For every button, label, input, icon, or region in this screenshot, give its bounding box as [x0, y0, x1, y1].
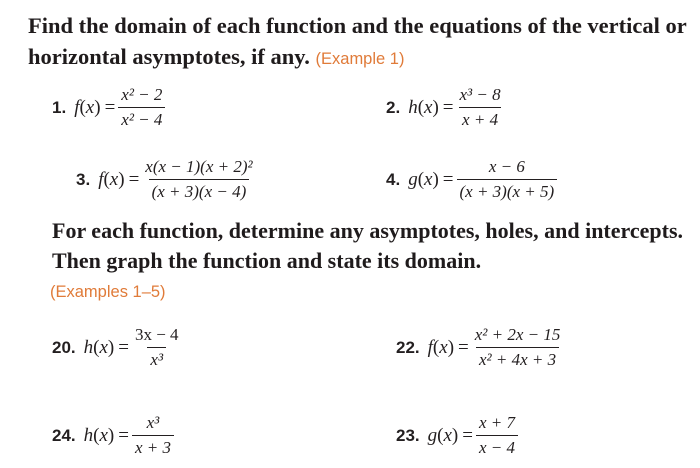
denominator: x³ — [147, 347, 166, 369]
fraction — [118, 86, 165, 129]
numerator: x³ − 8 — [459, 85, 501, 104]
section1-heading — [28, 10, 696, 75]
function-lhs: g(x) — [427, 424, 459, 446]
function-lhs: h(x) — [83, 424, 115, 446]
function-lhs: f(x) — [74, 96, 101, 118]
problem-number: 4. — [386, 169, 401, 189]
problem-2: 2. h(x) = $\frac{\text{x³ − 8}}{x + 4}$ — [386, 86, 504, 129]
problem-number: 1. — [52, 97, 67, 117]
problem-number: 2. — [386, 97, 401, 117]
fraction — [142, 158, 255, 201]
numerator: x² − 2 — [121, 85, 163, 104]
fraction — [472, 326, 564, 369]
problem-24: 24. h(x) = $\frac{\text{x³}}{x + 3}$ — [52, 414, 174, 457]
numerator: x³ — [146, 413, 160, 432]
function-lhs: f(x) — [427, 336, 455, 358]
section2-instruction: For each function, determine any asymptotes, holes, and intercepts. Then graph the function and state its domain. — [52, 218, 684, 273]
problem-23: 23. g(x) = $\frac{x + 7}{x - 4}$ — [396, 414, 518, 457]
problem-number: 24. — [52, 425, 76, 445]
denominator: x − 4 — [476, 435, 518, 457]
denominator: x + 4 — [459, 107, 501, 129]
denominator: x² + 4x + 3 — [476, 347, 559, 369]
denominator: x + 3 — [132, 435, 174, 457]
function-lhs: f(x) — [98, 168, 125, 190]
function-lhs: h(x) — [83, 336, 115, 358]
function-lhs: h(x) — [408, 96, 439, 118]
numerator: x − 6 — [488, 157, 525, 176]
numerator: 3x − 4 — [134, 325, 179, 344]
section1-instruction: Find the domain of each function and the equations of the vertical or horizontal asymptotes, if any. — [28, 13, 687, 69]
section2-heading — [52, 216, 692, 276]
numerator: x(x − 1)(x + 2)² — [145, 157, 253, 176]
numerator: x² + 2x − 15 — [474, 325, 561, 344]
section1-example-ref: (Example 1) — [315, 50, 405, 68]
fraction — [457, 158, 558, 201]
problem-20: 20. h(x) = $\frac{3x - 4}{\text{x³}}$ — [52, 326, 182, 369]
problem-3: 3. f(x) = $\frac{\text{x(x − 1)(x + 2)²}}{(x + 3)(x - 4)}$ — [76, 158, 256, 201]
denominator: (x + 3)(x + 5) — [457, 179, 558, 201]
problem-22: 22. f(x) = $\frac{\text{x² + 2x − 15}}{\text{x² + 4x + 3}}$ — [396, 326, 563, 369]
problem-number: 23. — [396, 425, 420, 445]
fraction — [132, 326, 182, 369]
denominator: (x + 3)(x − 4) — [149, 179, 250, 201]
fraction — [476, 414, 518, 457]
denominator: x² − 4 — [118, 107, 165, 129]
numerator: x + 7 — [478, 413, 515, 432]
fraction — [457, 86, 504, 129]
fraction — [132, 414, 174, 457]
problem-1: 1. f(x) = $\frac{\text{x² − 2}}{\text{x² − 4}}$ — [52, 86, 165, 129]
function-lhs: g(x) — [408, 168, 439, 190]
problem-4: 4. g(x) = $\frac{x - 6}{(x + 3)(x + 5)}$ — [386, 158, 557, 201]
problem-number: 20. — [52, 337, 76, 357]
problem-number: 3. — [76, 169, 91, 189]
problem-number: 22. — [396, 337, 420, 357]
section2-example-ref: (Examples 1–5) — [50, 283, 166, 301]
